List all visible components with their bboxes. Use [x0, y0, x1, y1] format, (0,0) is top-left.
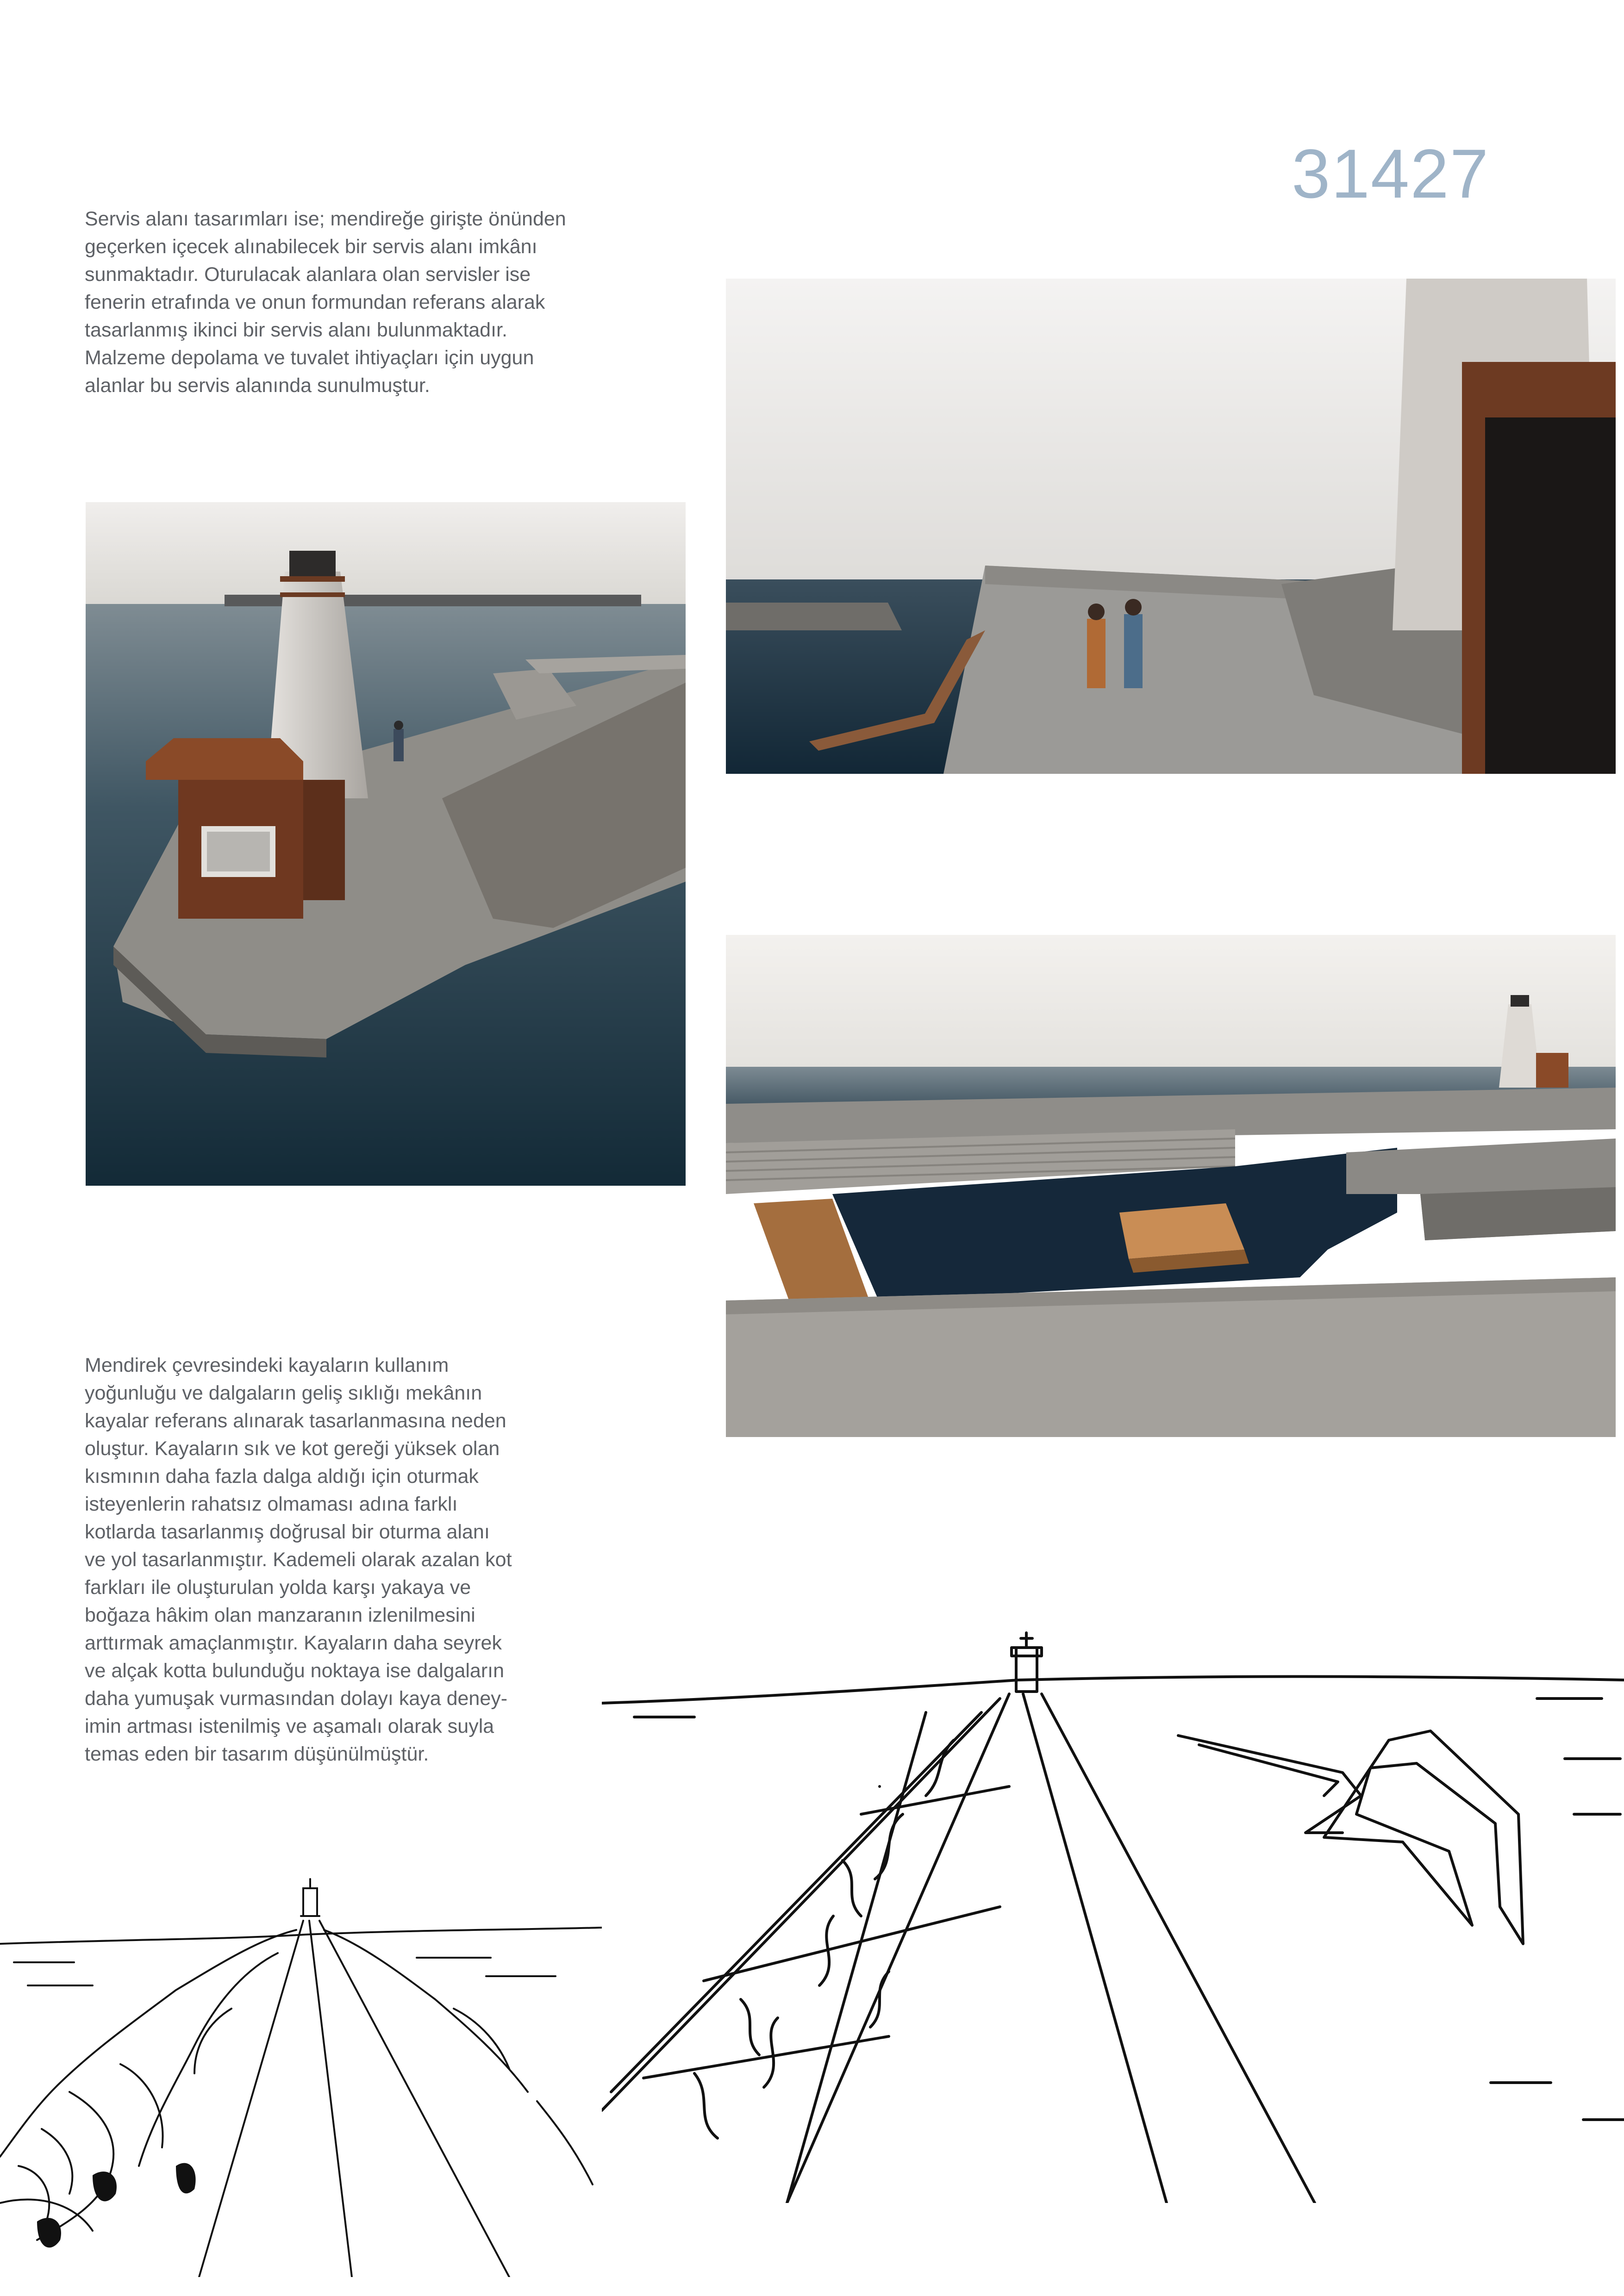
walkway-render-image	[726, 279, 1616, 774]
lighthouse-render-image	[86, 502, 686, 1186]
seating-pool-render-image	[726, 935, 1616, 1437]
description-text-service-area: Servis alanı tasarımları ise; mendireğe girişte önünden geçerken içecek alınabilecek bir servis alanı imkânı sunmaktadır. Oturulacak alanlara olan servisler ise fenerin etrafında ve onun formundan referans alarak tasarlanmış ikinci bir servis alanı bulunmaktadır. Malzeme depolama ve tuvalet ihtiyaçları için uygun alanlar bu servis alanında sunulmuştur.	[85, 208, 566, 397]
description-text-rocks-design: Mendirek çevresindeki kayaların kullanım yoğunluğu ve dalgaların geliş sıklığı mekânın kayalar referans alınarak tasarlanmasına neden oluştur. Kayaların sık ve kot gereği yüksek olan kısmının daha fazla dalga aldığı için oturmak isteyenlerin rahatsız olmaması adına farklı kotlarda tasarlanmış doğrusal bir oturma alanı ve yol tasarlanmıştır. Kademeli olarak azalan kot farkları ile oluşturulan yolda karşı yakaya ve boğaza hâkim olan manzaranın izlenilmesini arttırmak amaçlanmıştır. Kayaların daha seyrek ve alçak kotta bulunduğu noktaya ise dalgaların daha yumuşak vurmasından dolayı kaya deney- imin artması istenilmiş ve aşamalı olarak suyla temas eden bir tasarım düşünülmüştür.	[85, 1354, 512, 1765]
page-number: 31427	[1292, 135, 1490, 212]
breakwater-sketch-left	[0, 1870, 602, 2277]
breakwater-sketch-right	[602, 1620, 1624, 2203]
